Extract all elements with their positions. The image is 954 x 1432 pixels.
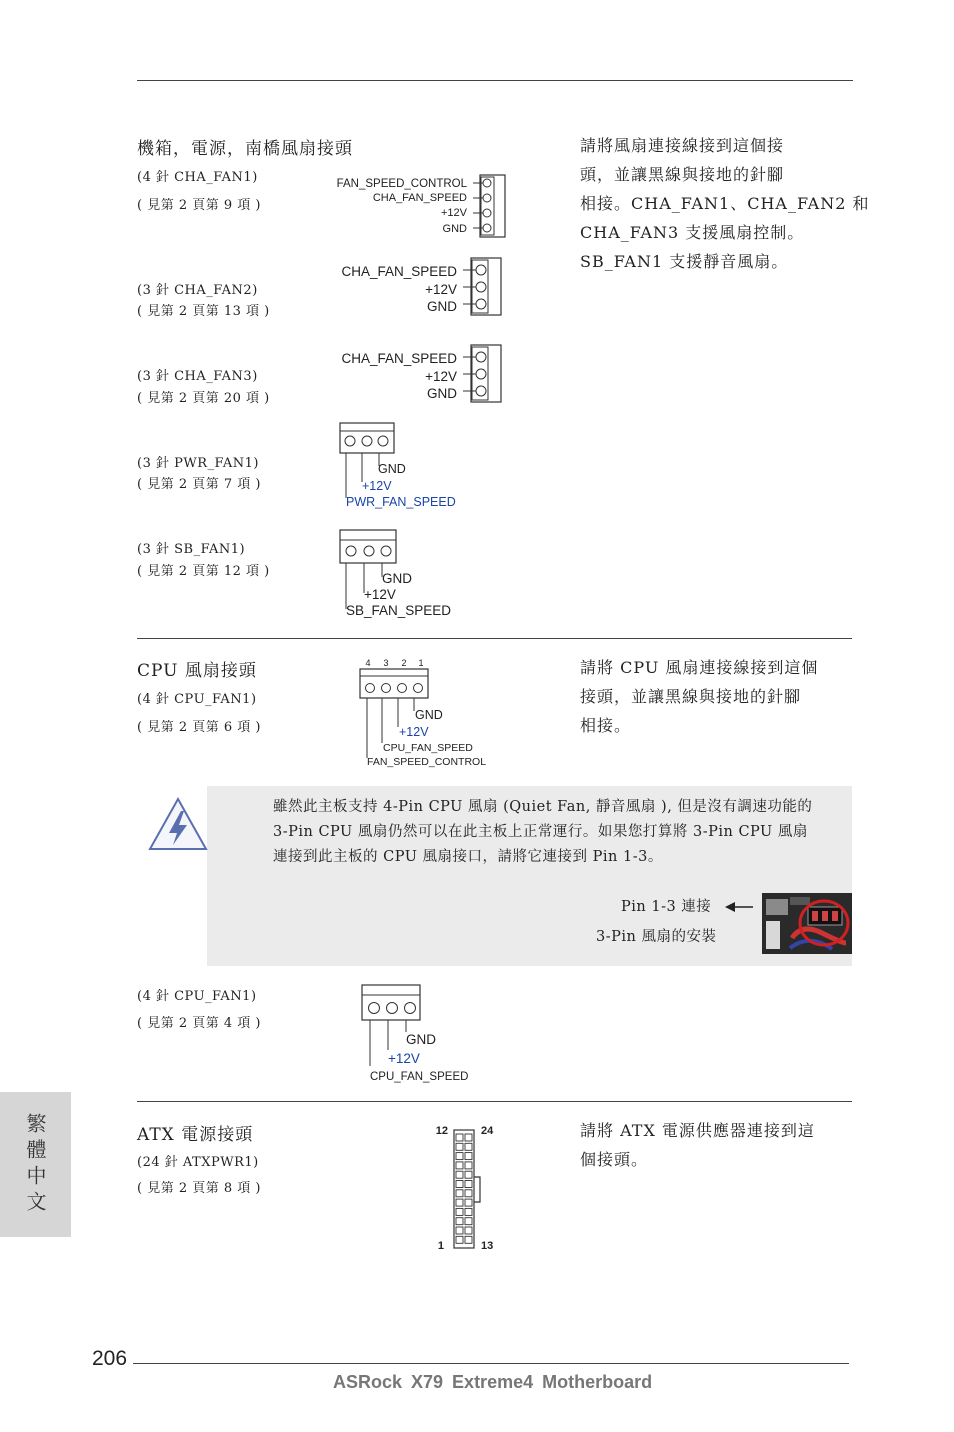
atx-section-title: ATX 電源接頭 — [137, 1125, 254, 1145]
atx-pin — [456, 1236, 463, 1243]
cpu-section-title: CPU 風扇接頭 — [137, 661, 257, 681]
cpu-fan1-alt-diagram — [358, 982, 498, 1084]
cpu-pin-number-4: 4 — [365, 658, 371, 668]
cha-fan2-label-12v: +12V — [425, 282, 457, 297]
atx-label-1: 1 — [437, 1240, 444, 1252]
atx-pin — [456, 1153, 463, 1160]
atx-pin — [456, 1208, 463, 1215]
cha-fan2-label-gnd: GND — [427, 299, 457, 314]
warning-caption-pin: Pin 1-3 連接 — [621, 899, 712, 915]
atx-pin — [456, 1143, 463, 1150]
sb-fan1-label-speed: SB_FAN_SPEED — [346, 603, 452, 618]
atx-pin — [465, 1190, 472, 1197]
cha-fan2-label-speed: CHA_FAN_SPEED — [341, 264, 457, 279]
cha-fan3-label-speed: CHA_FAN_SPEED — [341, 351, 457, 366]
atx-pins: (24 針 ATXPWR1) — [137, 1155, 259, 1170]
cpu-alt-label-gnd: GND — [406, 1032, 436, 1047]
cpu-label-speed: CPU_FAN_SPEED — [383, 742, 473, 754]
atx-label-13: 13 — [481, 1240, 494, 1252]
cpu-section-description: 請將 CPU 風扇連接線接到這個 接頭，並讓黑線與接地的針腳 相接。 — [580, 658, 819, 735]
footer-rule — [133, 1363, 849, 1364]
sb-fan1-label-12v: +12V — [364, 587, 396, 602]
cpu-fan1-diagram — [358, 655, 498, 770]
cha-fan1-label-gnd: GND — [442, 223, 467, 235]
cpu-label-control: FAN_SPEED_CONTROL — [367, 756, 487, 768]
atx-pin — [465, 1153, 472, 1160]
cha-fan3-label-gnd: GND — [427, 386, 457, 401]
atx-pin — [465, 1134, 472, 1141]
atx-pin — [456, 1162, 463, 1169]
top-rule — [137, 80, 853, 81]
pwr-fan1-diagram — [338, 420, 468, 512]
cha-fan2-diagram — [335, 255, 515, 320]
warning-triangle-icon — [146, 795, 210, 855]
cpu-pin-number-1: 1 — [418, 658, 424, 668]
cha-fan3-diagram — [335, 342, 515, 407]
fan-header-photo — [762, 893, 852, 954]
cpu-pin-number-2: 2 — [401, 658, 407, 668]
atx-pin — [465, 1208, 472, 1215]
atx-pin — [465, 1171, 472, 1178]
cpu-fan1-alt-pins: (4 針 CPU_FAN1) — [137, 989, 257, 1004]
sb-fan1-label-gnd: GND — [382, 571, 412, 586]
cpu-fan1-alt-ref: ( 見第 2 頁第 4 項 ) — [137, 1016, 261, 1031]
atx-pin — [465, 1227, 472, 1234]
sb-fan1-pins: (3 針 SB_FAN1) — [137, 542, 246, 557]
atx-label-12: 12 — [435, 1125, 448, 1137]
cha-fan2-ref: ( 見第 2 頁第 13 項 ) — [137, 304, 270, 319]
atx-pin — [465, 1236, 472, 1243]
fan-section-description: 請將風扇連接線接到這個接 頭，並讓黑線與接地的針腳 相接。CHA_FAN1、CHA_FAN2 和 CHA_FAN3 支援風扇控制。 SB_FAN1 支援靜音風扇。 — [580, 136, 870, 271]
cpu-label-gnd: GND — [415, 708, 443, 722]
atx-pin — [465, 1218, 472, 1225]
sb-fan1-ref: ( 見第 2 頁第 12 項 ) — [137, 564, 270, 579]
side-tab-label: 繁體中文 — [23, 1112, 47, 1217]
cpu-pin-number-3: 3 — [383, 658, 389, 668]
atx-pin — [465, 1143, 472, 1150]
cha-fan1-label-control: FAN_SPEED_CONTROL — [336, 178, 467, 190]
atx-pin — [456, 1134, 463, 1141]
atx-section-description: 請將 ATX 電源供應器連接到這 個接頭。 — [580, 1121, 815, 1169]
cha-fan3-ref: ( 見第 2 頁第 20 項 ) — [137, 391, 270, 406]
arrow-left-icon — [725, 900, 755, 914]
warning-caption-install: 3-Pin 風扇的安裝 — [596, 929, 717, 945]
atx-pin — [456, 1190, 463, 1197]
cha-fan3-label-12v: +12V — [425, 369, 457, 384]
cha-fan3-pins: (3 針 CHA_FAN3) — [137, 369, 258, 384]
section-rule-atx — [137, 1101, 852, 1102]
language-side-tab — [0, 1092, 71, 1237]
cha-fan1-diagram — [335, 170, 515, 240]
atx-pin — [456, 1181, 463, 1188]
cpu-fan1-pins: (4 針 CPU_FAN1) — [137, 692, 257, 707]
sb-fan1-diagram — [338, 527, 478, 622]
atx-pin — [456, 1171, 463, 1178]
cha-fan1-label-speed: CHA_FAN_SPEED — [372, 192, 467, 204]
pwr-fan1-label-speed: PWR_FAN_SPEED — [346, 495, 456, 509]
cha-fan2-pins: (3 針 CHA_FAN2) — [137, 283, 258, 298]
atx-power-diagram — [428, 1120, 508, 1255]
cpu-alt-label-speed: CPU_FAN_SPEED — [370, 1071, 469, 1083]
pwr-fan1-ref: ( 見第 2 頁第 7 項 ) — [137, 477, 261, 492]
atx-pin — [465, 1162, 472, 1169]
page-number: 206 — [92, 1347, 128, 1370]
cpu-alt-label-12v: +12V — [388, 1051, 420, 1066]
cha-fan1-label-12v: +12V — [441, 207, 467, 219]
cpu-fan1-ref: ( 見第 2 頁第 6 項 ) — [137, 720, 261, 735]
warning-text: 雖然此主板支持 4-Pin CPU 風扇 (Quiet Fan, 靜音風扇 ), 但是沒有調速功能的 3-Pin CPU 風扇仍然可以在此主板上正常運行。如果您打算將 3-Pin CPU 風扇 連接到此主板的 CPU 風扇接口，請將它連接到 Pin 1-3。 — [273, 799, 813, 865]
cha-fan1-pins: (4 針 CHA_FAN1) — [137, 170, 258, 185]
pwr-fan1-label-gnd: GND — [378, 462, 406, 476]
cpu-label-12v: +12V — [399, 725, 429, 739]
atx-pin — [456, 1227, 463, 1234]
pwr-fan1-label-12v: +12V — [362, 479, 392, 493]
atx-pin — [456, 1218, 463, 1225]
pwr-fan1-pins: (3 針 PWR_FAN1) — [137, 456, 260, 471]
cha-fan1-ref: ( 見第 2 頁第 9 項 ) — [137, 198, 261, 213]
atx-pin — [456, 1199, 463, 1206]
atx-pin — [465, 1181, 472, 1188]
atx-ref: ( 見第 2 頁第 8 項 ) — [137, 1181, 261, 1196]
fan-section-title: 機箱，電源，南橋風扇接頭 — [137, 139, 353, 159]
atx-pin — [465, 1199, 472, 1206]
section-rule-cpu — [137, 638, 852, 639]
atx-label-24: 24 — [481, 1125, 494, 1137]
footer-title: ASRock X79 Extreme4 Motherboard — [333, 1372, 653, 1392]
